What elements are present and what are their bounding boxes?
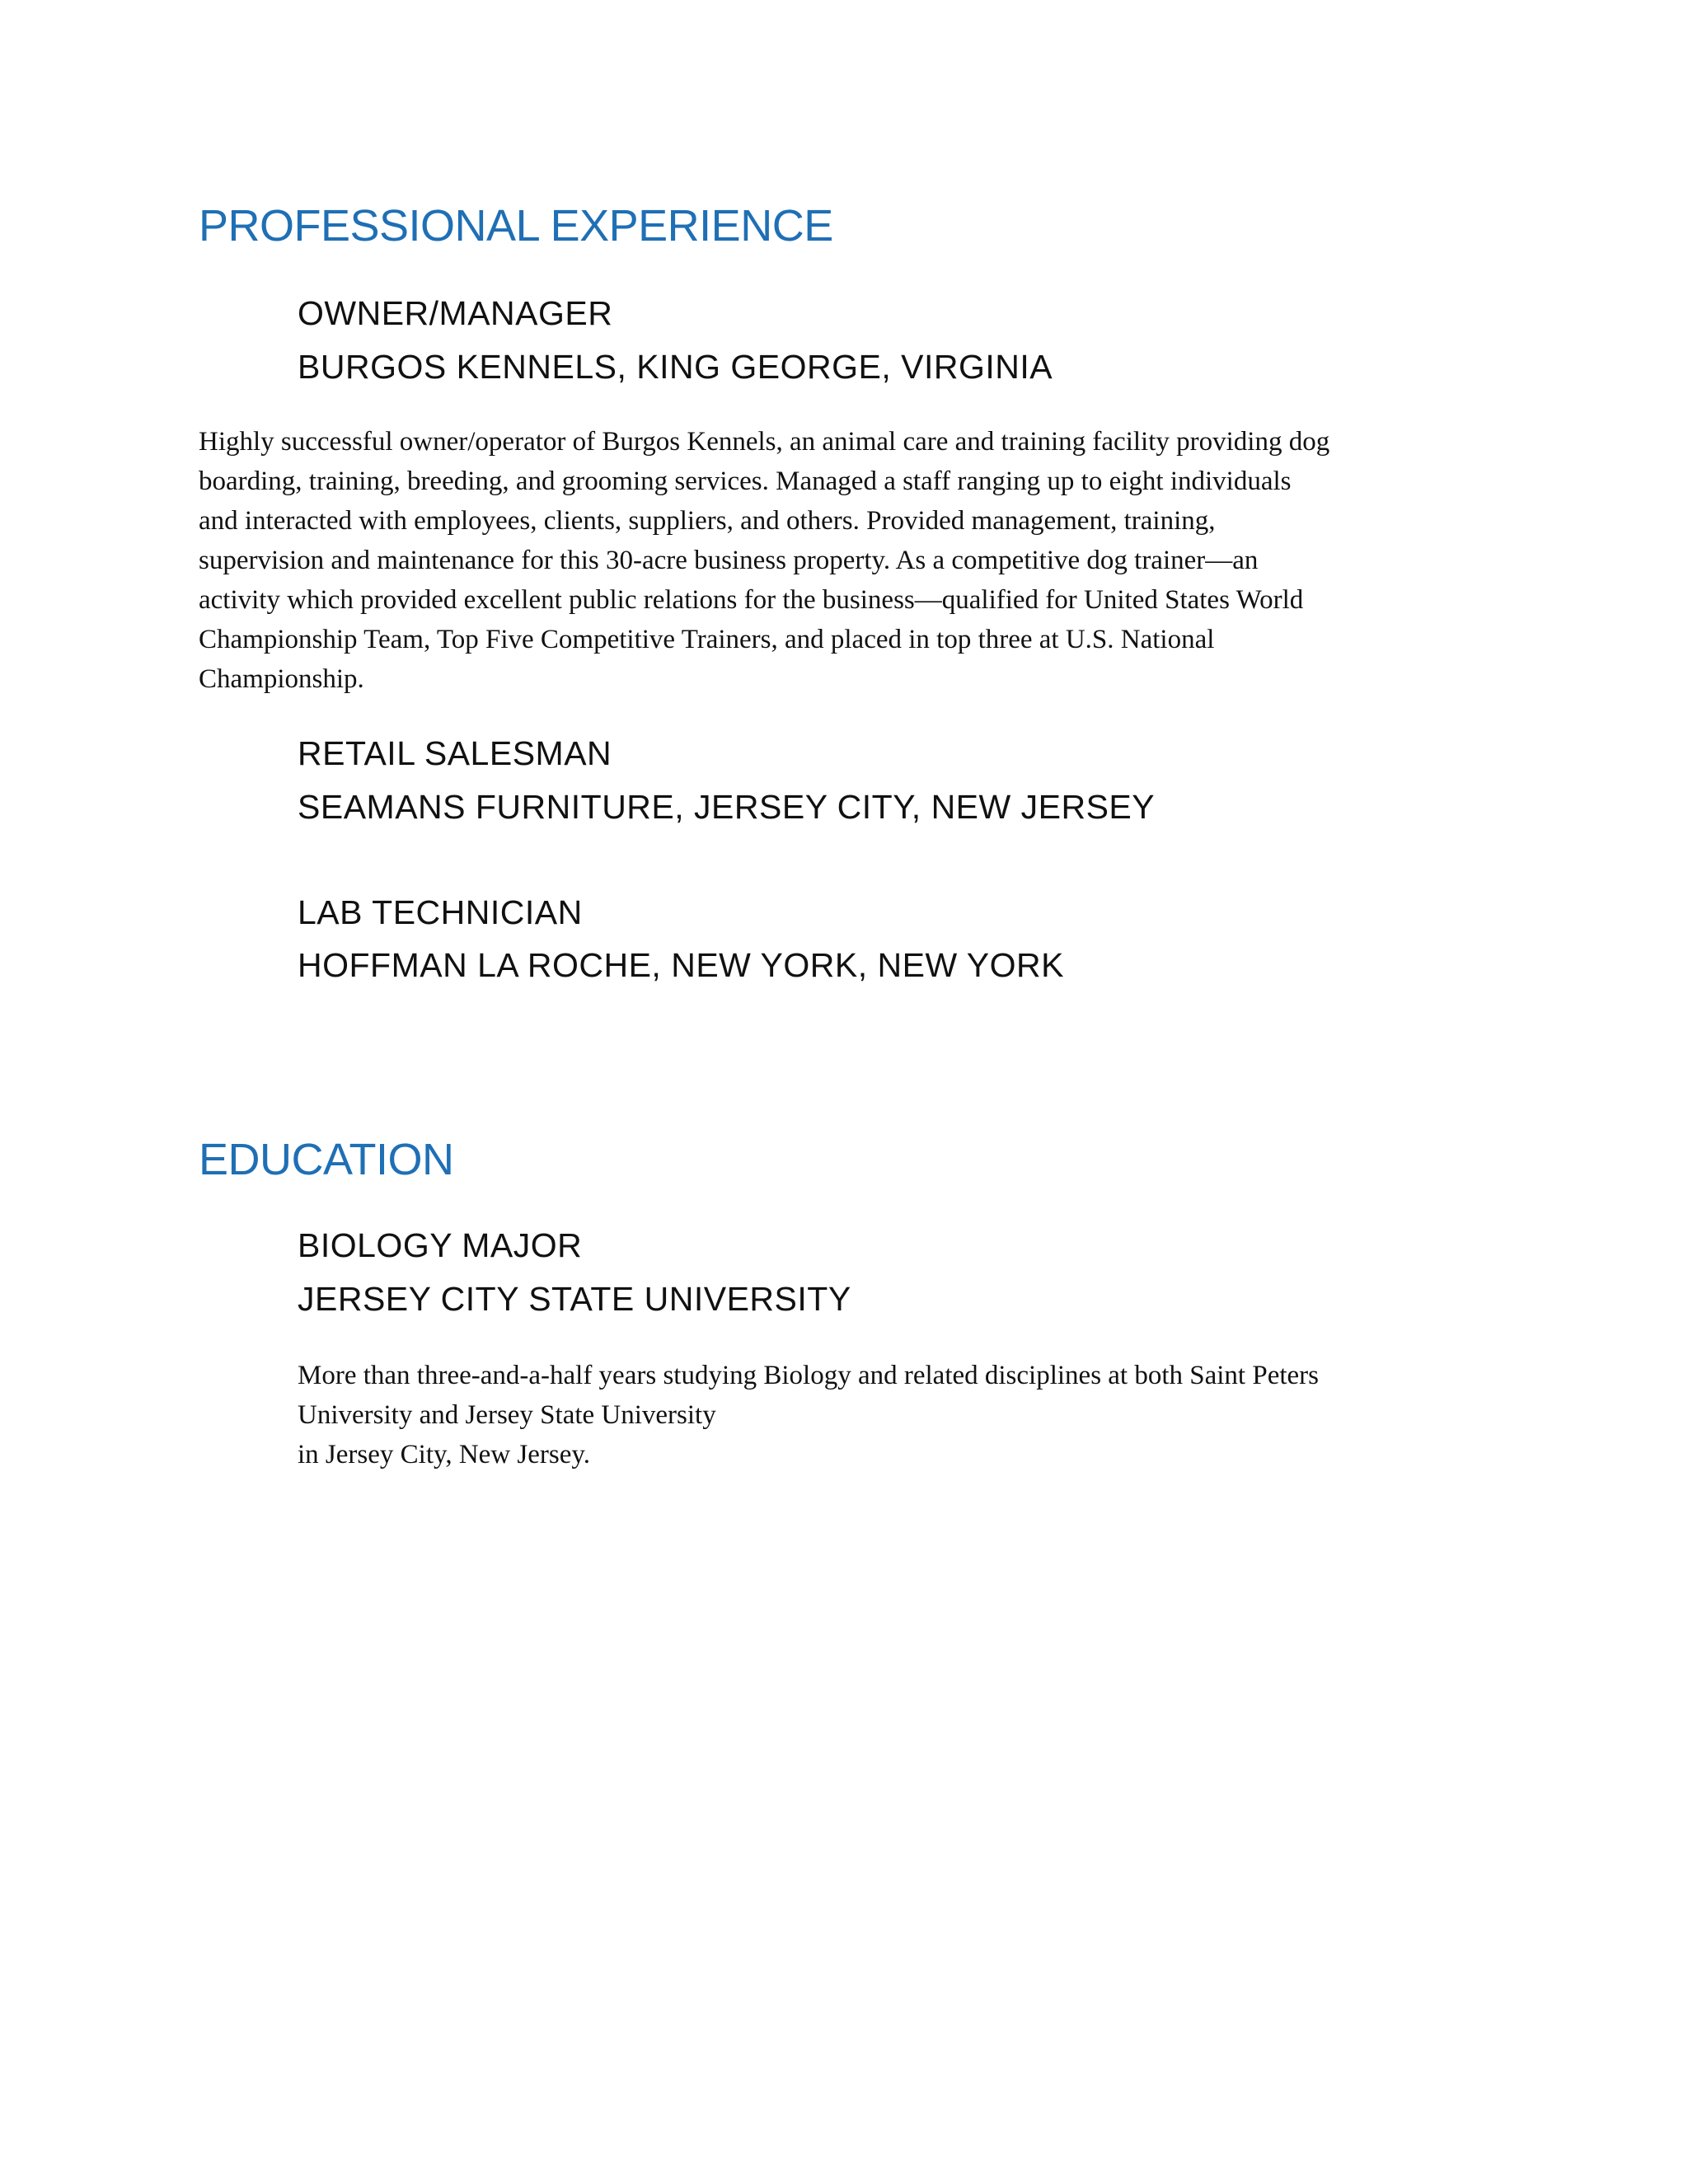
experience-heading: PROFESSIONAL EXPERIENCE	[199, 201, 833, 251]
description-line: University and Jersey State University	[298, 1400, 716, 1430]
education-school: JERSEY CITY STATE UNIVERSITY	[298, 1280, 851, 1318]
description-line: Championship.	[199, 664, 364, 694]
description-line: Highly successful owner/operator of Burgos Kennels, an animal care and training facility providing dog	[199, 427, 1330, 457]
education-heading: EDUCATION	[199, 1135, 454, 1184]
description-line: and interacted with employees, clients, suppliers, and others. Provided management, training,	[199, 506, 1216, 536]
job-2-employer: SEAMANS FURNITURE, JERSEY CITY, NEW JERSEY	[298, 788, 1156, 826]
job-1-employer: BURGOS KENNELS, KING GEORGE, VIRGINIA	[298, 348, 1053, 386]
job-1-description	[199, 422, 1329, 699]
description-line: in Jersey City, New Jersey.	[298, 1440, 590, 1469]
job-2-title: RETAIL SALESMAN	[298, 734, 612, 772]
description-line: boarding, training, breeding, and grooming services. Managed a staff ranging up to eight individuals	[199, 466, 1292, 496]
job-3-title: LAB TECHNICIAN	[298, 893, 583, 931]
description-line: activity which provided excellent public relations for the business—qualified for United States World	[199, 585, 1304, 615]
job-3-employer: HOFFMAN LA ROCHE, NEW YORK, NEW YORK	[298, 946, 1064, 984]
description-line: More than three-and-a-half years studying Biology and related disciplines at both Saint Peters	[298, 1361, 1319, 1390]
description-line: supervision and maintenance for this 30-acre business property. As a competitive dog trainer—an	[199, 546, 1259, 575]
education-description	[298, 1356, 1319, 1474]
description-line: Championship Team, Top Five Competitive Trainers, and placed in top three at U.S. National	[199, 625, 1215, 654]
education-degree: BIOLOGY MAJOR	[298, 1226, 583, 1264]
job-1-title: OWNER/MANAGER	[298, 294, 613, 332]
